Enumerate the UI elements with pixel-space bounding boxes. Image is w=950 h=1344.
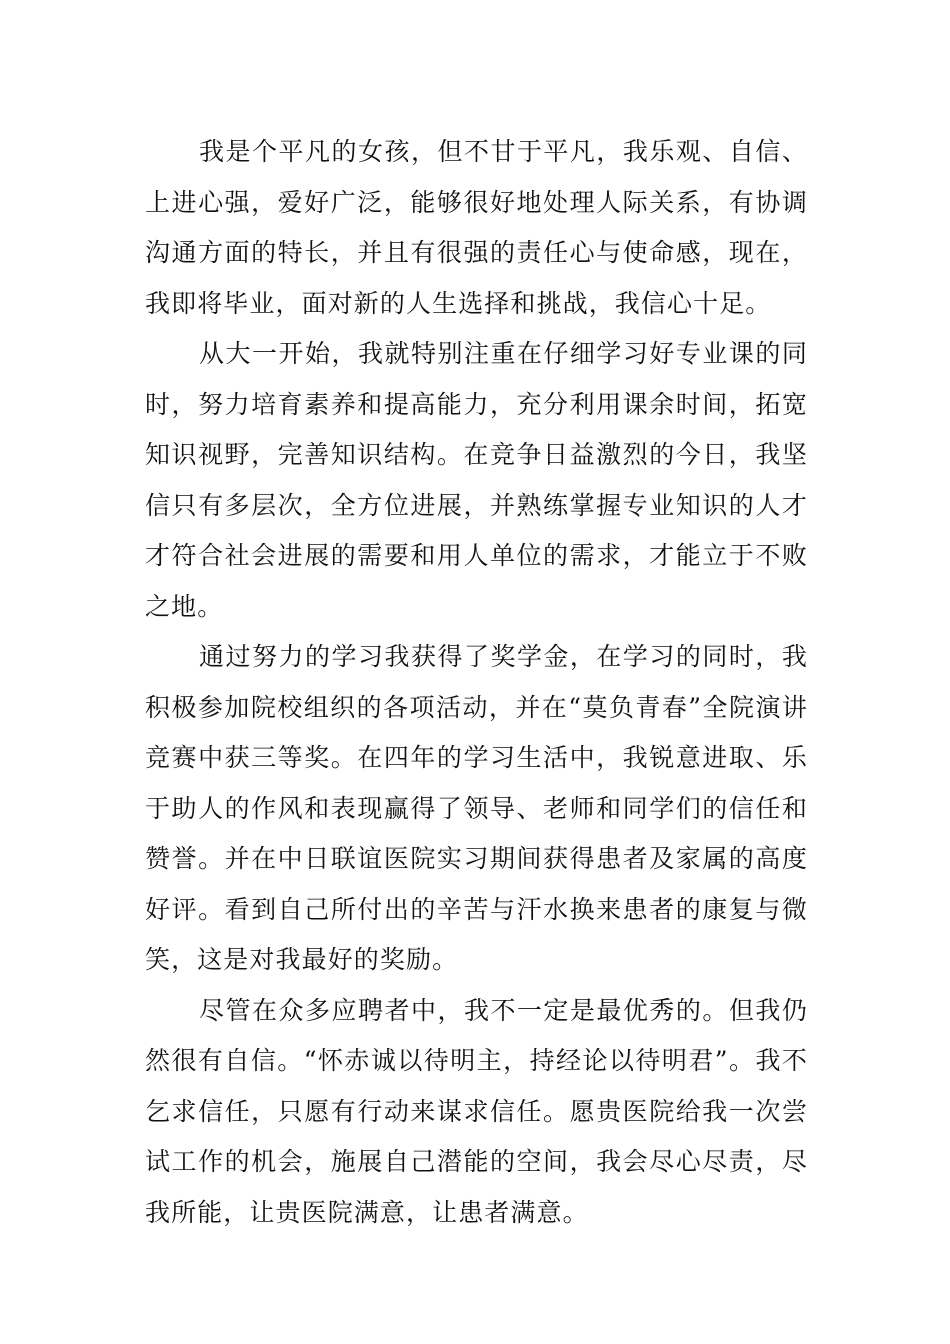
paragraph-4: 尽管在众多应聘者中，我不一定是最优秀的。但我仍然很有自信。“怀赤诚以待明主，持经论以待明君”。我不乞求信任，只愿有行动来谋求信任。愿贵医院给我一次尝试工作的机会，施展自己潜能的空间，我会尽心尽责，尽我所能，让贵医院满意，让患者满意。	[145, 995, 808, 1227]
paragraph-1: 我是个平凡的女孩，但不甘于平凡，我乐观、自信、上进心强，爱好广泛，能够很好地处理人际关系，有协调沟通方面的特长，并且有很强的责任心与使命感，现在，我即将毕业，面对新的人生选择和挑战，我信心十足。	[145, 137, 808, 318]
paragraph-3: 通过努力的学习我获得了奖学金，在学习的同时，我积极参加院校组织的各项活动，并在“莫负青春”全院演讲竞赛中获三等奖。在四年的学习生活中，我锐意进取、乐于助人的作风和表现赢得了领导、老师和同学们的信任和赞誉。并在中日联谊医院实习期间获得患者及家属的高度好评。看到自己所付出的辛苦与汗水换来患者的康复与微笑，这是对我最好的奖励。	[145, 642, 808, 974]
paragraph-2: 从大一开始，我就特别注重在仔细学习好专业课的同时，努力培育素养和提高能力，充分利用课余时间，拓宽知识视野，完善知识结构。在竞争日益激烈的今日，我坚信只有多层次，全方位进展，并熟练掌握专业知识的人才才符合社会进展的需要和用人单位的需求，才能立于不败之地。	[145, 339, 808, 621]
document-body	[145, 127, 808, 1238]
